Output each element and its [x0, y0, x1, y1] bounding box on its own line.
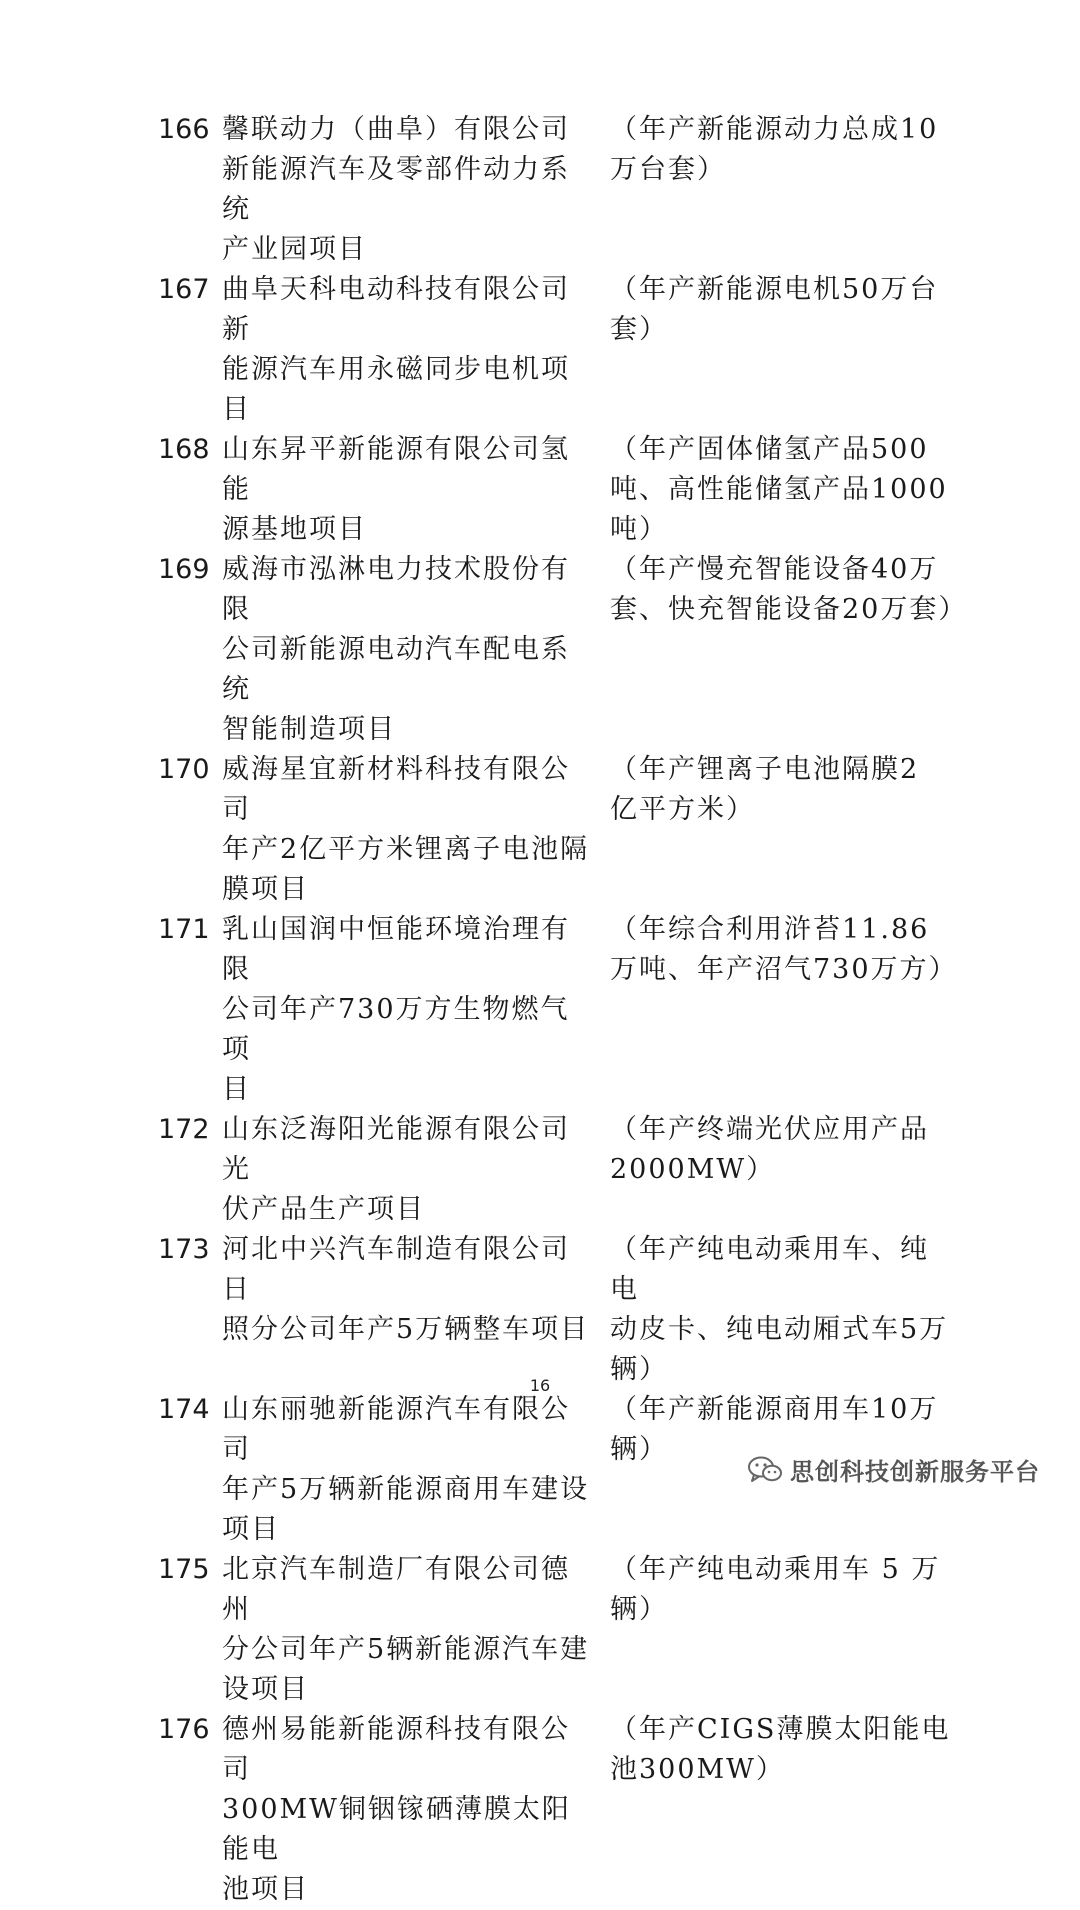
watermark [748, 1452, 1040, 1487]
item-description: （年综合利用浒苔11.86 万吨、年产沼气730万方） [610, 914, 958, 985]
page-number: 16 [529, 1376, 551, 1395]
list-item [158, 1550, 968, 1710]
list-item [158, 550, 968, 750]
list-item [158, 430, 968, 550]
item-number: 169 [158, 554, 210, 585]
list-item [158, 1110, 968, 1230]
item-description: （年产新能源电机50万台 套） [610, 274, 939, 345]
item-description: （年产纯电动乘用车、纯电 动皮卡、纯电动厢式车5万 辆） [610, 1234, 949, 1385]
item-name: 德州易能新能源科技有限公司 300MW铜铟镓硒薄膜太阳能电 池项目 [222, 1714, 571, 1905]
item-description: （年产终端光伏应用产品 2000MW） [610, 1114, 929, 1185]
item-description: （年产新能源动力总成10 万台套） [610, 114, 939, 185]
item-number: 173 [158, 1234, 210, 1265]
item-name: 威海市泓淋电力技术股份有限 公司新能源电动汽车配电系统 智能制造项目 [222, 554, 570, 745]
list-item [158, 1710, 968, 1910]
watermark-text: 思创科技创新服务平台 [790, 1458, 1040, 1486]
item-name: 山东丽驰新能源汽车有限公司 年产5万辆新能源商用车建设 项目 [222, 1394, 590, 1545]
item-number: 172 [158, 1114, 210, 1145]
item-number: 174 [158, 1394, 210, 1425]
list-item [158, 750, 968, 910]
item-description: （年产锂离子电池隔膜2 亿平方米） [610, 754, 920, 825]
item-name: 乳山国润中恒能环境治理有限 公司年产730万方生物燃气项 目 [222, 914, 570, 1105]
item-description: （年产固体储氢产品500 吨、高性能储氢产品1000 吨） [610, 434, 948, 545]
item-number: 168 [158, 434, 210, 465]
item-description: （年产慢充智能设备40万 套、快充智能设备20万套） [610, 554, 968, 625]
item-number: 171 [158, 914, 210, 945]
list-item [158, 110, 968, 270]
item-name: 河北中兴汽车制造有限公司日 照分公司年产5万辆整车项目 [222, 1234, 590, 1345]
list-item [158, 270, 968, 430]
item-number: 170 [158, 754, 210, 785]
item-name: 山东昇平新能源有限公司氢能 源基地项目 [222, 434, 570, 545]
item-name: 山东泛海阳光能源有限公司光 伏产品生产项目 [222, 1114, 570, 1225]
project-list [158, 110, 968, 1910]
item-name: 北京汽车制造厂有限公司德州 分公司年产5辆新能源汽车建 设项目 [222, 1554, 590, 1705]
item-name: 威海星宜新材料科技有限公司 年产2亿平方米锂离子电池隔 膜项目 [222, 754, 590, 905]
item-number: 166 [158, 114, 210, 145]
item-number: 176 [158, 1714, 210, 1745]
item-description: （年产新能源商用车10万 辆） [610, 1394, 939, 1465]
item-name: 曲阜天科电动科技有限公司新 能源汽车用永磁同步电机项目 [222, 274, 570, 425]
wechat-icon [748, 1456, 782, 1484]
item-description: （年产纯电动乘用车 5 万 辆） [610, 1554, 941, 1625]
item-number: 175 [158, 1554, 210, 1585]
list-item [158, 1230, 968, 1390]
item-description: （年产CIGS薄膜太阳能电 池300MW） [610, 1714, 951, 1785]
list-item [158, 910, 968, 1110]
item-name: 馨联动力（曲阜）有限公司 新能源汽车及零部件动力系统 产业园项目 [222, 114, 570, 265]
item-number: 167 [158, 274, 210, 305]
